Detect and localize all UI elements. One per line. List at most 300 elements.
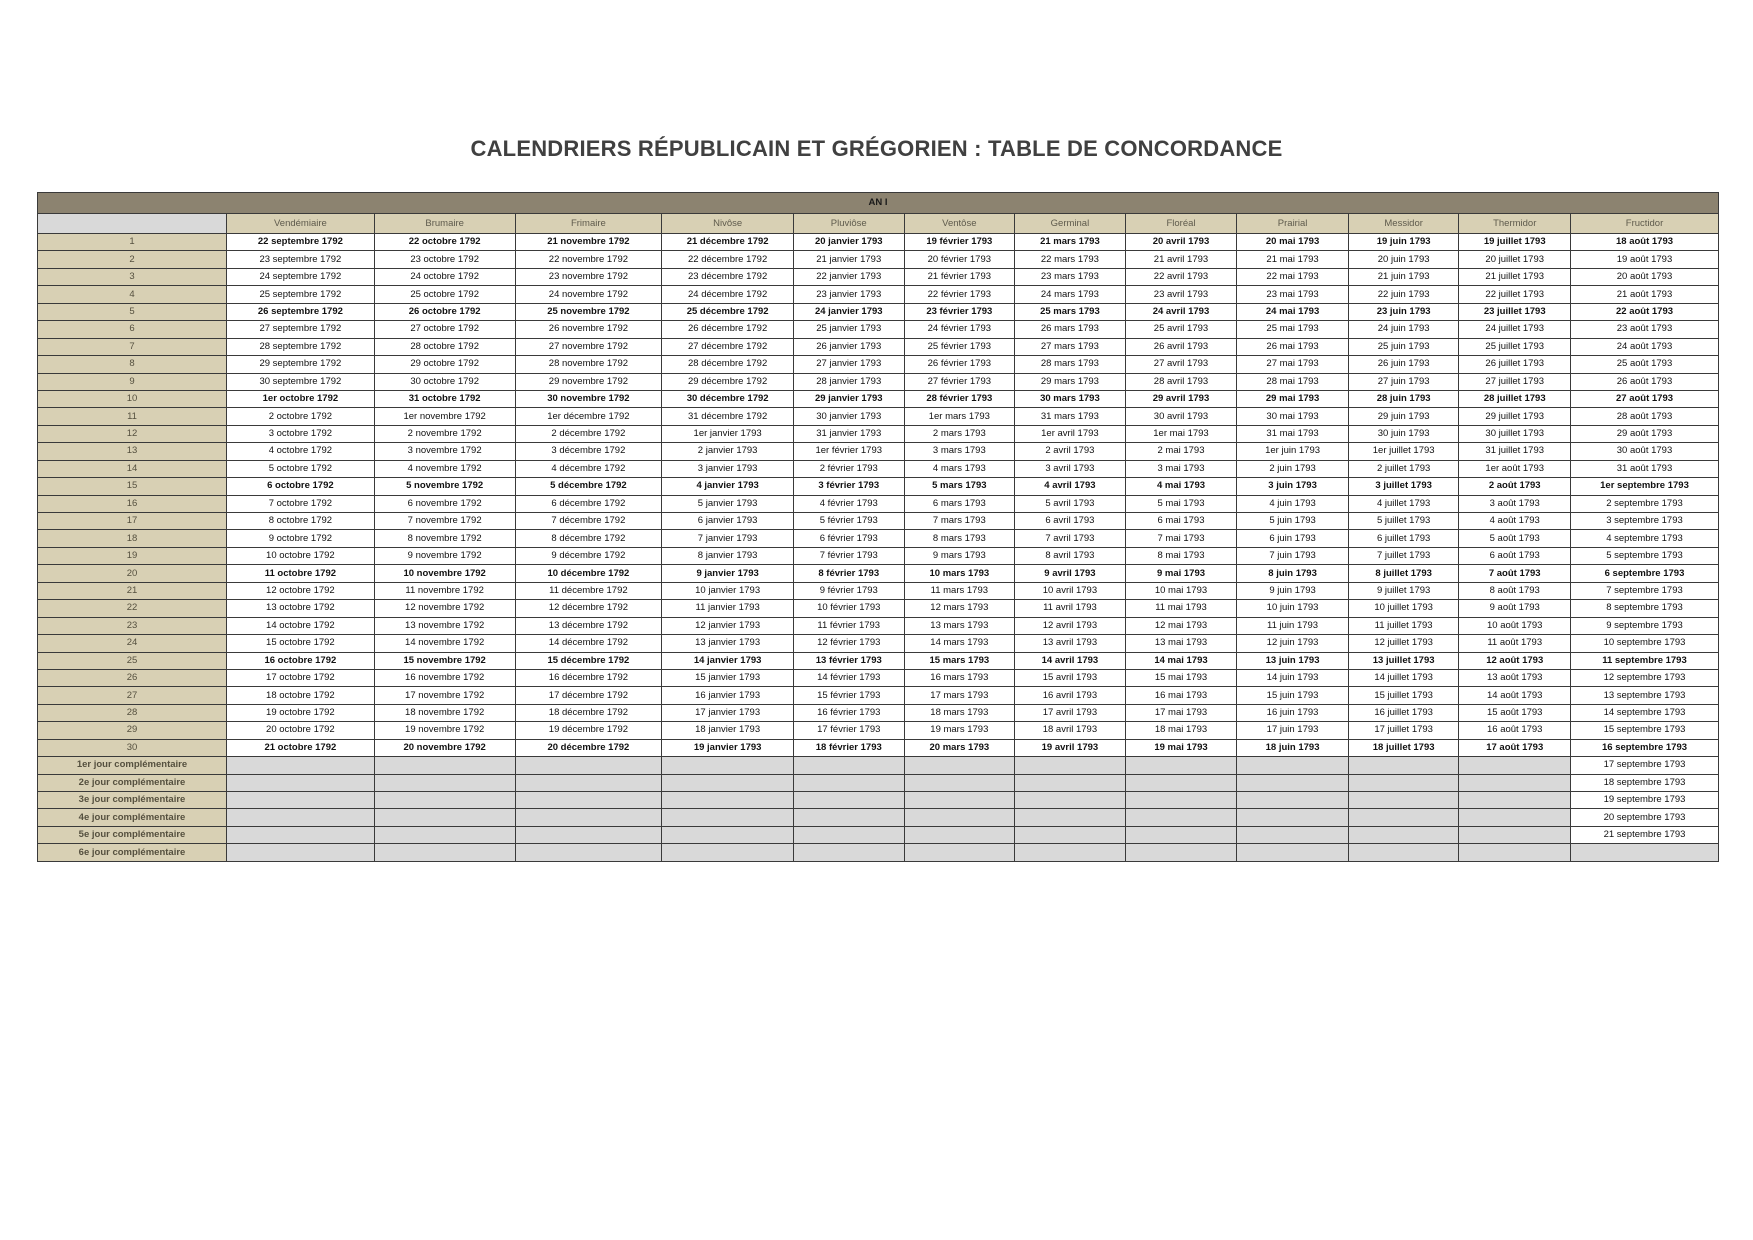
date-cell: 4 mars 1793	[904, 460, 1015, 477]
date-cell: 13 juillet 1793	[1348, 652, 1459, 669]
date-cell: 24 décembre 1792	[662, 286, 794, 303]
date-cell: 18 mai 1793	[1125, 722, 1237, 739]
day-number: 27	[38, 687, 227, 704]
complementary-row	[38, 774, 1719, 791]
empty-cell	[904, 792, 1015, 809]
date-cell: 1er août 1793	[1459, 460, 1571, 477]
date-cell: 14 juillet 1793	[1348, 669, 1459, 686]
empty-cell	[515, 826, 662, 843]
date-cell: 9 juillet 1793	[1348, 582, 1459, 599]
date-cell: 28 septembre 1792	[227, 338, 375, 355]
date-cell: 27 juillet 1793	[1459, 373, 1571, 390]
date-cell: 10 octobre 1792	[227, 547, 375, 564]
date-cell: 15 juin 1793	[1237, 687, 1349, 704]
month-header-7: Floréal	[1125, 214, 1237, 234]
empty-cell	[1125, 774, 1237, 791]
date-cell: 15 mai 1793	[1125, 669, 1237, 686]
empty-cell	[904, 774, 1015, 791]
date-cell: 2 avril 1793	[1015, 443, 1126, 460]
empty-cell	[1459, 757, 1571, 774]
date-cell: 31 juillet 1793	[1459, 443, 1571, 460]
date-cell: 24 mai 1793	[1237, 303, 1349, 320]
date-cell: 21 août 1793	[1571, 286, 1719, 303]
date-cell: 28 juin 1793	[1348, 390, 1459, 407]
date-cell: 10 février 1793	[793, 600, 904, 617]
date-cell: 15 février 1793	[793, 687, 904, 704]
date-cell: 18 juillet 1793	[1348, 739, 1459, 756]
empty-cell	[515, 809, 662, 826]
date-cell: 7 septembre 1793	[1571, 582, 1719, 599]
concordance-table-container	[37, 192, 1719, 862]
empty-cell	[1237, 757, 1349, 774]
date-cell: 23 août 1793	[1571, 321, 1719, 338]
date-cell: 21 octobre 1792	[227, 739, 375, 756]
table-row	[38, 251, 1719, 268]
table-row	[38, 530, 1719, 547]
date-cell: 31 mars 1793	[1015, 408, 1126, 425]
date-cell: 6 juin 1793	[1237, 530, 1349, 547]
date-cell: 28 janvier 1793	[793, 373, 904, 390]
day-number: 5	[38, 303, 227, 320]
empty-cell	[1459, 774, 1571, 791]
date-cell: 1er novembre 1792	[374, 408, 515, 425]
date-cell: 4 janvier 1793	[662, 478, 794, 495]
date-cell: 19 mai 1793	[1125, 739, 1237, 756]
empty-cell	[1015, 809, 1126, 826]
day-number: 21	[38, 582, 227, 599]
date-cell: 6 décembre 1792	[515, 495, 662, 512]
empty-cell	[1125, 826, 1237, 843]
date-cell: 27 mai 1793	[1237, 356, 1349, 373]
date-cell: 3 février 1793	[793, 478, 904, 495]
date-cell: 15 novembre 1792	[374, 652, 515, 669]
date-cell: 22 juillet 1793	[1459, 286, 1571, 303]
date-cell: 5 février 1793	[793, 513, 904, 530]
date-cell: 10 juin 1793	[1237, 600, 1349, 617]
table-row	[38, 513, 1719, 530]
date-cell: 25 février 1793	[904, 338, 1015, 355]
empty-cell	[1237, 809, 1349, 826]
date-cell: 7 juillet 1793	[1348, 547, 1459, 564]
date-cell: 3 décembre 1792	[515, 443, 662, 460]
complementary-row	[38, 757, 1719, 774]
empty-cell	[793, 826, 904, 843]
date-cell: 25 août 1793	[1571, 356, 1719, 373]
date-cell: 18 décembre 1792	[515, 704, 662, 721]
complementary-row	[38, 792, 1719, 809]
date-cell: 13 mai 1793	[1125, 635, 1237, 652]
date-cell: 3 octobre 1792	[227, 425, 375, 442]
month-header-0: Vendémiaire	[227, 214, 375, 234]
date-cell: 22 juin 1793	[1348, 286, 1459, 303]
date-cell: 17 juin 1793	[1237, 722, 1349, 739]
empty-cell	[374, 792, 515, 809]
date-cell: 10 juillet 1793	[1348, 600, 1459, 617]
date-cell: 1er octobre 1792	[227, 390, 375, 407]
date-cell: 14 décembre 1792	[515, 635, 662, 652]
empty-cell	[1459, 809, 1571, 826]
empty-cell	[1015, 844, 1126, 861]
date-cell: 5 mars 1793	[904, 478, 1015, 495]
date-cell: 29 août 1793	[1571, 425, 1719, 442]
date-cell: 24 juillet 1793	[1459, 321, 1571, 338]
date-cell: 23 juin 1793	[1348, 303, 1459, 320]
date-cell: 30 décembre 1792	[662, 390, 794, 407]
table-body	[38, 234, 1719, 862]
table-row	[38, 635, 1719, 652]
date-cell: 23 septembre 1792	[227, 251, 375, 268]
date-cell: 11 avril 1793	[1015, 600, 1126, 617]
date-cell: 20 novembre 1792	[374, 739, 515, 756]
date-cell: 17 février 1793	[793, 722, 904, 739]
date-cell: 9 octobre 1792	[227, 530, 375, 547]
complementary-day-label: 3e jour complémentaire	[38, 792, 227, 809]
date-cell: 2 janvier 1793	[662, 443, 794, 460]
date-cell: 20 avril 1793	[1125, 234, 1237, 251]
day-number: 14	[38, 460, 227, 477]
date-cell: 6 août 1793	[1459, 547, 1571, 564]
date-cell: 12 décembre 1792	[515, 600, 662, 617]
date-cell: 9 mars 1793	[904, 547, 1015, 564]
empty-cell	[1237, 792, 1349, 809]
empty-cell	[374, 774, 515, 791]
date-cell: 25 octobre 1792	[374, 286, 515, 303]
date-cell: 6 octobre 1792	[227, 478, 375, 495]
date-cell: 7 décembre 1792	[515, 513, 662, 530]
date-cell: 18 mars 1793	[904, 704, 1015, 721]
table-row	[38, 495, 1719, 512]
date-cell: 16 février 1793	[793, 704, 904, 721]
date-cell: 8 juillet 1793	[1348, 565, 1459, 582]
corner-cell	[38, 214, 227, 234]
date-cell: 1er juillet 1793	[1348, 443, 1459, 460]
date-cell: 18 novembre 1792	[374, 704, 515, 721]
date-cell: 30 mai 1793	[1237, 408, 1349, 425]
empty-cell	[227, 774, 375, 791]
date-cell: 19 octobre 1792	[227, 704, 375, 721]
date-cell: 20 janvier 1793	[793, 234, 904, 251]
date-cell: 22 septembre 1792	[227, 234, 375, 251]
empty-cell	[1459, 844, 1571, 861]
table-row	[38, 356, 1719, 373]
empty-cell	[1125, 809, 1237, 826]
table-row	[38, 338, 1719, 355]
date-cell: 9 janvier 1793	[662, 565, 794, 582]
date-cell: 24 août 1793	[1571, 338, 1719, 355]
date-cell: 29 janvier 1793	[793, 390, 904, 407]
date-cell: 5 août 1793	[1459, 530, 1571, 547]
date-cell: 10 mars 1793	[904, 565, 1015, 582]
month-header-3: Nivôse	[662, 214, 794, 234]
date-cell: 13 janvier 1793	[662, 635, 794, 652]
date-cell: 17 juillet 1793	[1348, 722, 1459, 739]
date-cell: 10 avril 1793	[1015, 582, 1126, 599]
date-cell: 29 mars 1793	[1015, 373, 1126, 390]
date-cell: 14 octobre 1792	[227, 617, 375, 634]
date-cell: 27 février 1793	[904, 373, 1015, 390]
date-cell: 29 octobre 1792	[374, 356, 515, 373]
complementary-day-label: 2e jour complémentaire	[38, 774, 227, 791]
month-header-11: Fructidor	[1571, 214, 1719, 234]
empty-cell	[662, 774, 794, 791]
fructidor-complementary-date: 21 septembre 1793	[1571, 826, 1719, 843]
date-cell: 15 septembre 1793	[1571, 722, 1719, 739]
date-cell: 19 juin 1793	[1348, 234, 1459, 251]
date-cell: 17 mars 1793	[904, 687, 1015, 704]
date-cell: 16 novembre 1792	[374, 669, 515, 686]
date-cell: 20 décembre 1792	[515, 739, 662, 756]
date-cell: 29 novembre 1792	[515, 373, 662, 390]
date-cell: 14 août 1793	[1459, 687, 1571, 704]
date-cell: 23 novembre 1792	[515, 268, 662, 285]
date-cell: 22 août 1793	[1571, 303, 1719, 320]
date-cell: 3 mars 1793	[904, 443, 1015, 460]
complementary-day-label: 4e jour complémentaire	[38, 809, 227, 826]
date-cell: 22 avril 1793	[1125, 268, 1237, 285]
date-cell: 18 janvier 1793	[662, 722, 794, 739]
date-cell: 14 novembre 1792	[374, 635, 515, 652]
complementary-day-label: 5e jour complémentaire	[38, 826, 227, 843]
date-cell: 30 août 1793	[1571, 443, 1719, 460]
date-cell: 23 mai 1793	[1237, 286, 1349, 303]
empty-cell	[1348, 774, 1459, 791]
date-cell: 6 avril 1793	[1015, 513, 1126, 530]
day-number: 25	[38, 652, 227, 669]
empty-cell	[662, 757, 794, 774]
fructidor-complementary-date: 18 septembre 1793	[1571, 774, 1719, 791]
date-cell: 26 avril 1793	[1125, 338, 1237, 355]
date-cell: 2 octobre 1792	[227, 408, 375, 425]
date-cell: 7 novembre 1792	[374, 513, 515, 530]
date-cell: 19 mars 1793	[904, 722, 1015, 739]
date-cell: 27 novembre 1792	[515, 338, 662, 355]
date-cell: 26 septembre 1792	[227, 303, 375, 320]
date-cell: 7 février 1793	[793, 547, 904, 564]
date-cell: 9 juin 1793	[1237, 582, 1349, 599]
date-cell: 13 décembre 1792	[515, 617, 662, 634]
date-cell: 12 avril 1793	[1015, 617, 1126, 634]
date-cell: 28 décembre 1792	[662, 356, 794, 373]
day-number: 2	[38, 251, 227, 268]
date-cell: 26 octobre 1792	[374, 303, 515, 320]
empty-cell	[227, 826, 375, 843]
date-cell: 28 octobre 1792	[374, 338, 515, 355]
date-cell: 26 décembre 1792	[662, 321, 794, 338]
date-cell: 2 août 1793	[1459, 478, 1571, 495]
date-cell: 17 mai 1793	[1125, 704, 1237, 721]
table-row	[38, 460, 1719, 477]
date-cell: 8 décembre 1792	[515, 530, 662, 547]
date-cell: 2 juin 1793	[1237, 460, 1349, 477]
date-cell: 4 août 1793	[1459, 513, 1571, 530]
date-cell: 22 mai 1793	[1237, 268, 1349, 285]
table-row	[38, 687, 1719, 704]
empty-cell	[227, 809, 375, 826]
empty-cell	[1348, 844, 1459, 861]
date-cell: 30 septembre 1792	[227, 373, 375, 390]
table-row	[38, 478, 1719, 495]
date-cell: 22 janvier 1793	[793, 268, 904, 285]
date-cell: 6 mars 1793	[904, 495, 1015, 512]
date-cell: 17 décembre 1792	[515, 687, 662, 704]
date-cell: 25 mai 1793	[1237, 321, 1349, 338]
date-cell: 27 juin 1793	[1348, 373, 1459, 390]
date-cell: 1er mars 1793	[904, 408, 1015, 425]
date-cell: 12 mai 1793	[1125, 617, 1237, 634]
date-cell: 16 mars 1793	[904, 669, 1015, 686]
day-number: 26	[38, 669, 227, 686]
date-cell: 3 janvier 1793	[662, 460, 794, 477]
date-cell: 17 octobre 1792	[227, 669, 375, 686]
date-cell: 5 janvier 1793	[662, 495, 794, 512]
empty-cell	[662, 844, 794, 861]
day-number: 24	[38, 635, 227, 652]
date-cell: 23 décembre 1792	[662, 268, 794, 285]
date-cell: 23 juillet 1793	[1459, 303, 1571, 320]
date-cell: 15 janvier 1793	[662, 669, 794, 686]
empty-cell	[793, 774, 904, 791]
table-row	[38, 582, 1719, 599]
complementary-row	[38, 809, 1719, 826]
empty-cell	[662, 809, 794, 826]
date-cell: 5 septembre 1793	[1571, 547, 1719, 564]
page-title: CALENDRIERS RÉPUBLICAIN ET GRÉGORIEN : TABLE DE CONCORDANCE	[470, 136, 1283, 161]
date-cell: 29 avril 1793	[1125, 390, 1237, 407]
date-cell: 12 juin 1793	[1237, 635, 1349, 652]
date-cell: 3 avril 1793	[1015, 460, 1126, 477]
date-cell: 1er juin 1793	[1237, 443, 1349, 460]
date-cell: 4 novembre 1792	[374, 460, 515, 477]
day-number: 10	[38, 390, 227, 407]
concordance-table	[37, 192, 1719, 862]
month-header-8: Prairial	[1237, 214, 1349, 234]
fructidor-complementary-date: 17 septembre 1793	[1571, 757, 1719, 774]
day-number: 23	[38, 617, 227, 634]
table-row	[38, 443, 1719, 460]
date-cell: 22 décembre 1792	[662, 251, 794, 268]
date-cell: 11 octobre 1792	[227, 565, 375, 582]
date-cell: 25 décembre 1792	[662, 303, 794, 320]
date-cell: 18 février 1793	[793, 739, 904, 756]
date-cell: 20 février 1793	[904, 251, 1015, 268]
date-cell: 8 janvier 1793	[662, 547, 794, 564]
date-cell: 30 avril 1793	[1125, 408, 1237, 425]
day-number: 1	[38, 234, 227, 251]
date-cell: 18 octobre 1792	[227, 687, 375, 704]
date-cell: 15 avril 1793	[1015, 669, 1126, 686]
date-cell: 8 octobre 1792	[227, 513, 375, 530]
date-cell: 17 avril 1793	[1015, 704, 1126, 721]
date-cell: 11 juin 1793	[1237, 617, 1349, 634]
date-cell: 16 septembre 1793	[1571, 739, 1719, 756]
date-cell: 5 novembre 1792	[374, 478, 515, 495]
date-cell: 7 mai 1793	[1125, 530, 1237, 547]
date-cell: 6 novembre 1792	[374, 495, 515, 512]
empty-cell	[1348, 792, 1459, 809]
date-cell: 6 septembre 1793	[1571, 565, 1719, 582]
empty-cell	[793, 792, 904, 809]
empty-cell	[793, 844, 904, 861]
date-cell: 27 octobre 1792	[374, 321, 515, 338]
date-cell: 7 mars 1793	[904, 513, 1015, 530]
empty-cell	[227, 792, 375, 809]
date-cell: 31 août 1793	[1571, 460, 1719, 477]
table-row	[38, 739, 1719, 756]
date-cell: 25 mars 1793	[1015, 303, 1126, 320]
day-number: 13	[38, 443, 227, 460]
table-row	[38, 408, 1719, 425]
date-cell: 19 février 1793	[904, 234, 1015, 251]
table-row	[38, 373, 1719, 390]
date-cell: 16 juillet 1793	[1348, 704, 1459, 721]
date-cell: 21 février 1793	[904, 268, 1015, 285]
date-cell: 6 mai 1793	[1125, 513, 1237, 530]
month-header-4: Pluviôse	[793, 214, 904, 234]
date-cell: 28 avril 1793	[1125, 373, 1237, 390]
date-cell: 21 avril 1793	[1125, 251, 1237, 268]
date-cell: 14 septembre 1793	[1571, 704, 1719, 721]
date-cell: 29 mai 1793	[1237, 390, 1349, 407]
date-cell: 17 août 1793	[1459, 739, 1571, 756]
empty-cell	[374, 826, 515, 843]
date-cell: 8 février 1793	[793, 565, 904, 582]
date-cell: 18 juin 1793	[1237, 739, 1349, 756]
date-cell: 21 décembre 1792	[662, 234, 794, 251]
date-cell: 4 février 1793	[793, 495, 904, 512]
date-cell: 20 octobre 1792	[227, 722, 375, 739]
empty-cell	[662, 826, 794, 843]
date-cell: 22 mars 1793	[1015, 251, 1126, 268]
date-cell: 23 avril 1793	[1125, 286, 1237, 303]
date-cell: 11 août 1793	[1459, 635, 1571, 652]
empty-cell	[1459, 826, 1571, 843]
date-cell: 27 avril 1793	[1125, 356, 1237, 373]
date-cell: 24 mars 1793	[1015, 286, 1126, 303]
date-cell: 4 juin 1793	[1237, 495, 1349, 512]
date-cell: 30 juin 1793	[1348, 425, 1459, 442]
date-cell: 11 septembre 1793	[1571, 652, 1719, 669]
date-cell: 9 mai 1793	[1125, 565, 1237, 582]
date-cell: 28 juillet 1793	[1459, 390, 1571, 407]
empty-cell	[793, 757, 904, 774]
date-cell: 11 février 1793	[793, 617, 904, 634]
day-number: 15	[38, 478, 227, 495]
empty-cell	[1015, 757, 1126, 774]
table-row	[38, 652, 1719, 669]
date-cell: 3 novembre 1792	[374, 443, 515, 460]
date-cell: 27 janvier 1793	[793, 356, 904, 373]
date-cell: 7 janvier 1793	[662, 530, 794, 547]
date-cell: 19 avril 1793	[1015, 739, 1126, 756]
date-cell: 1er février 1793	[793, 443, 904, 460]
month-header-5: Ventôse	[904, 214, 1015, 234]
date-cell: 28 mars 1793	[1015, 356, 1126, 373]
date-cell: 3 septembre 1793	[1571, 513, 1719, 530]
empty-cell	[1237, 844, 1349, 861]
date-cell: 13 octobre 1792	[227, 600, 375, 617]
date-cell: 21 mai 1793	[1237, 251, 1349, 268]
date-cell: 13 février 1793	[793, 652, 904, 669]
empty-cell	[1125, 792, 1237, 809]
date-cell: 21 juin 1793	[1348, 268, 1459, 285]
empty-cell	[227, 844, 375, 861]
date-cell: 16 décembre 1792	[515, 669, 662, 686]
date-cell: 30 juillet 1793	[1459, 425, 1571, 442]
date-cell: 2 mai 1793	[1125, 443, 1237, 460]
date-cell: 2 novembre 1792	[374, 425, 515, 442]
date-cell: 6 février 1793	[793, 530, 904, 547]
date-cell: 16 juin 1793	[1237, 704, 1349, 721]
